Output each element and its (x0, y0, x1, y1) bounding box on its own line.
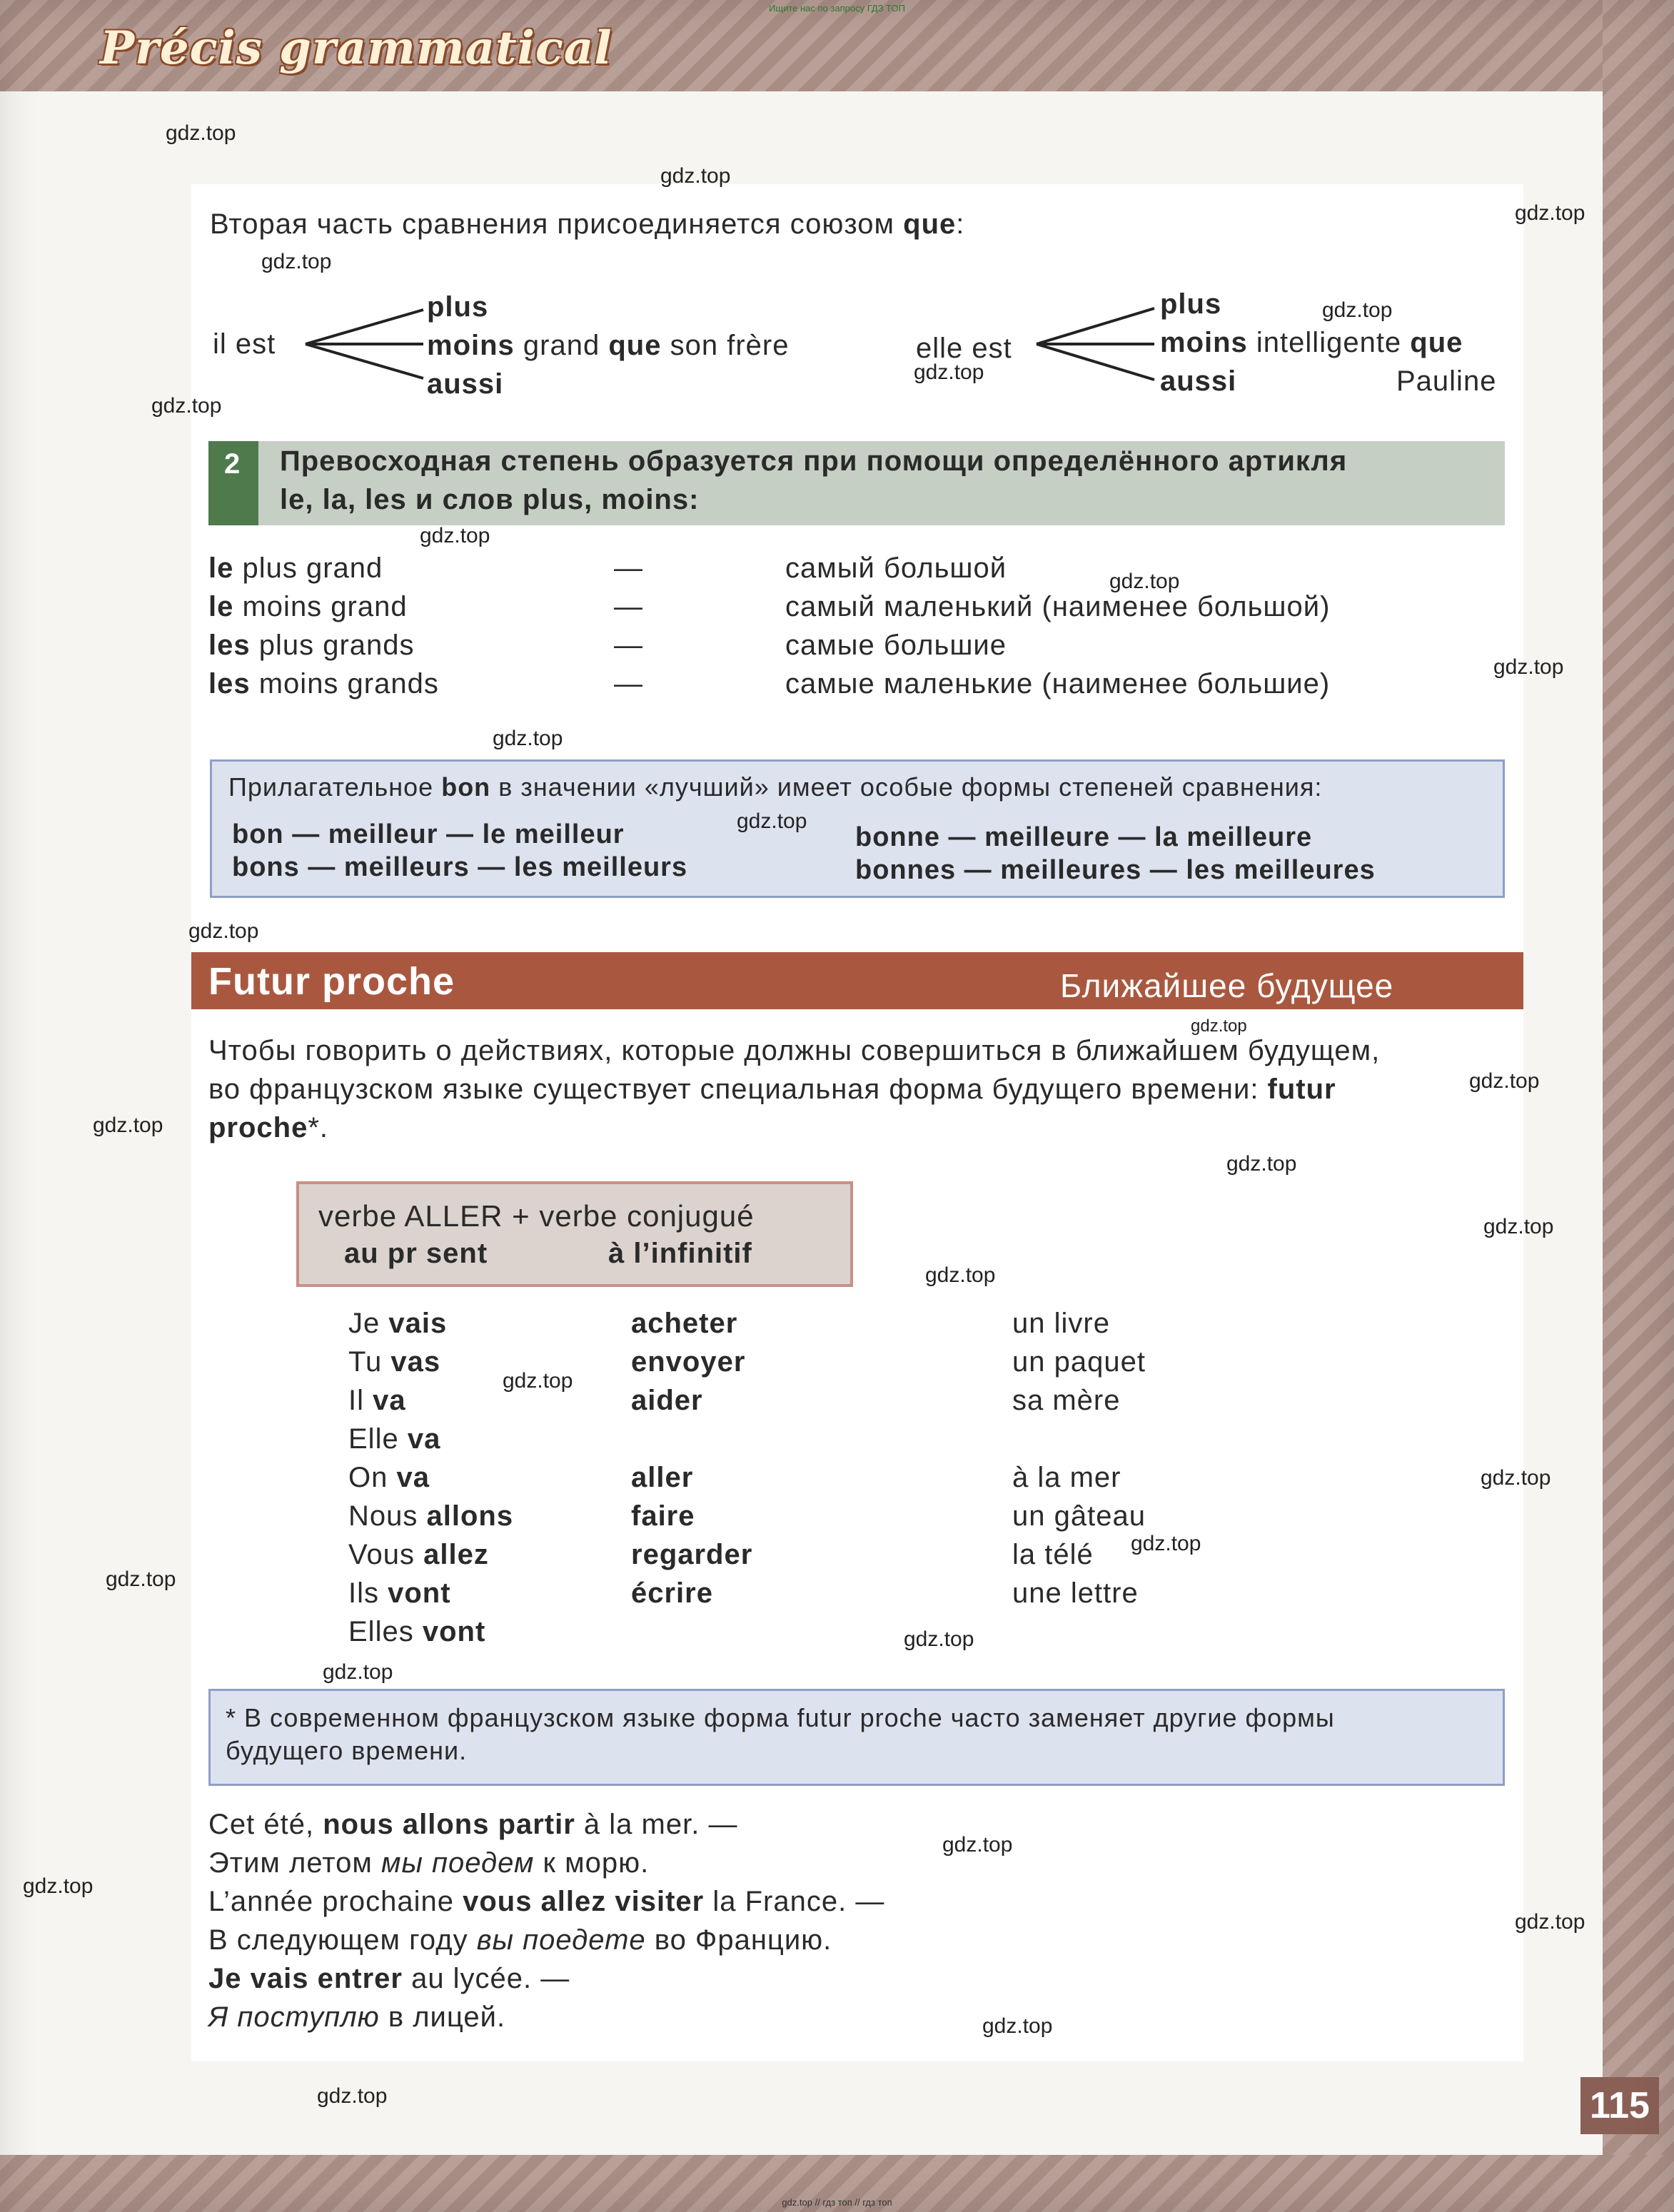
watermark: gdz.top (323, 1660, 393, 1684)
formula-line2-b: à l’infinitif (608, 1238, 752, 1269)
bon-intro (228, 772, 1322, 802)
watermark: gdz.top (904, 1627, 974, 1651)
example-5-b: Je vais entrer (208, 1963, 403, 1994)
watermark: gdz.top (1515, 1910, 1585, 1934)
example-3-a: L’année prochaine (208, 1886, 463, 1917)
watermark: gdz.top (151, 394, 222, 418)
example-line4 (208, 1924, 832, 1956)
example-1-c: à la mer. — (575, 1809, 738, 1840)
row-french: plus grand (242, 552, 383, 584)
comparison-intro (210, 208, 964, 241)
watermark: gdz.top (493, 727, 563, 750)
comparison-left-aussi (427, 368, 503, 400)
example-6-b: Я поступлю (208, 2001, 380, 2033)
watermark: gdz.top (1493, 655, 1564, 679)
example-line5 (208, 1963, 570, 1995)
futur-para-line2-b: futur (1267, 1074, 1336, 1105)
rule-number: 2 (224, 448, 241, 480)
bottom-note: gdz.top // гдз топ // гдз топ (782, 2197, 892, 2208)
conj-object: un gâteau (1012, 1500, 1146, 1532)
example-2-a: Этим летом (208, 1847, 382, 1879)
example-4-b: вы поедете (476, 1924, 646, 1956)
formula-line1: verbe ALLER + verbe conjugué (318, 1199, 755, 1233)
example-1-a: Cet été, (208, 1809, 323, 1840)
example-3-b: vous allez visiter (463, 1886, 705, 1917)
conj-object: sa mère (1012, 1385, 1121, 1416)
conj-infinitive: regarder (631, 1539, 753, 1570)
watermark: gdz.top (503, 1369, 573, 1393)
conj-infinitive: écrire (631, 1577, 713, 1609)
row-article: le (208, 552, 234, 584)
right-adjective: intelligente (1256, 327, 1402, 358)
conj-verb: allons (426, 1500, 514, 1532)
watermark: gdz.top (106, 1567, 176, 1591)
conj-verb: vais (388, 1308, 448, 1339)
row-french: plus grands (258, 630, 415, 661)
conj-pronoun: On (348, 1462, 388, 1493)
conj-object: à la mer (1012, 1462, 1121, 1493)
row-article: le (208, 591, 234, 622)
comparison-right-aussi (1160, 365, 1236, 398)
left-aussi-word: aussi (427, 368, 504, 400)
conj-verb: vont (388, 1577, 451, 1609)
comparison-right-arrows (1037, 305, 1158, 384)
comparison-left-arrows (306, 307, 427, 385)
conj-pronoun: Je (348, 1308, 380, 1339)
row-dash: — (614, 630, 643, 661)
conj-infinitive: acheter (631, 1308, 738, 1339)
example-4-a: В следующем году (208, 1924, 477, 1956)
comparison-right-moins-line (1160, 327, 1463, 359)
conj-object: un livre (1012, 1308, 1110, 1339)
futur-para-line3-a: proche (208, 1112, 308, 1143)
bon-intro-c: в значении «лучший» имеет особые формы степеней сравнения: (490, 772, 1323, 802)
right-plus-word: plus (1160, 288, 1222, 320)
footnote-line2: будущего времени. (226, 1736, 468, 1765)
conj-infinitive: envoyer (631, 1346, 746, 1378)
watermark: gdz.top (982, 2014, 1053, 2038)
right-moins-word: moins (1160, 327, 1248, 358)
page-number: 115 (1580, 2077, 1659, 2134)
row-russian: самый маленький (наименее большой) (785, 591, 1331, 622)
example-5-c: au lycée. — (402, 1963, 570, 1994)
row-article: les (208, 630, 251, 661)
example-2-b: мы поедем (381, 1847, 535, 1879)
conj-infinitive: aller (631, 1462, 694, 1493)
bon-fem-line1: bonne — meilleure — la meilleure (855, 822, 1313, 852)
conj-pronoun: Nous (348, 1500, 418, 1532)
conj-verb: vas (390, 1346, 441, 1378)
conj-pronoun: Il (348, 1385, 364, 1416)
bon-masc-line2: bons — meilleurs — les meilleurs (232, 852, 688, 882)
watermark: gdz.top (166, 121, 236, 145)
conj-verb: va (373, 1385, 406, 1416)
watermark: gdz.top (1226, 1152, 1297, 1176)
row-french: moins grand (242, 591, 408, 622)
left-que: que (608, 330, 662, 361)
comparison-intro-colon: : (956, 208, 965, 240)
formula-line2-a: au pr sent (344, 1238, 488, 1269)
example-6-c: в лицей. (379, 2001, 506, 2033)
row-french: moins grands (258, 668, 439, 700)
futur-para-line3 (208, 1112, 328, 1144)
conj-object: un paquet (1012, 1346, 1146, 1378)
superlative-heading-line2: le, la, les и слов plus, moins: (280, 484, 700, 515)
watermark: gdz.top (1191, 1016, 1247, 1036)
left-adjective: grand (523, 330, 600, 361)
watermark: gdz.top (317, 2084, 388, 2108)
left-plus-word: plus (427, 291, 489, 323)
comparison-left-moins-line (427, 330, 789, 362)
example-line2 (208, 1847, 649, 1879)
watermark: gdz.top (1481, 1466, 1551, 1490)
futur-title-fr: Futur proche (208, 960, 455, 1003)
futur-para-line1: Чтобы говорить о действиях, которые должны совершиться в ближайшем будущем, (208, 1035, 1381, 1066)
comparison-intro-text: Вторая часть сравнения присоединяется союзом (210, 208, 904, 240)
conj-object: la télé (1012, 1539, 1094, 1570)
conj-verb: va (396, 1462, 430, 1493)
top-note: Ищите нас по запросу ГДЗ ТОП (769, 3, 905, 14)
conj-pronoun: Vous (348, 1539, 415, 1570)
watermark: gdz.top (420, 524, 490, 547)
futur-para-line2-a: во французском языке существует специальная форма будущего времени: (208, 1074, 1268, 1105)
row-dash: — (614, 552, 643, 584)
example-1-b: nous allons partir (323, 1809, 575, 1840)
watermark: gdz.top (1515, 201, 1585, 225)
comparison-left-subject: il est (213, 328, 276, 360)
conj-pronoun: Ils (348, 1577, 379, 1609)
right-aussi-word: aussi (1160, 365, 1237, 397)
futur-para-line3-b: *. (308, 1112, 329, 1143)
conj-infinitive: faire (631, 1500, 695, 1532)
conj-verb: va (407, 1423, 441, 1455)
left-moins-word: moins (427, 330, 515, 361)
conj-verb: allez (423, 1539, 489, 1570)
conj-pronoun: Tu (348, 1346, 383, 1378)
watermark: gdz.top (93, 1113, 163, 1137)
left-tail: son frère (670, 330, 790, 361)
conj-object: une lettre (1012, 1577, 1139, 1609)
futur-title-ru: Ближайшее будущее (1060, 967, 1394, 1004)
superlative-heading-line1: Превосходная степень образуется при помощи определённого артикля (280, 445, 1348, 477)
watermark: gdz.top (1483, 1215, 1554, 1238)
conj-pronoun: Elle (348, 1423, 399, 1455)
row-russian: самый большой (785, 552, 1007, 584)
row-article: les (208, 668, 251, 700)
bon-intro-a: Прилагательное (228, 772, 442, 802)
watermark: gdz.top (1109, 570, 1180, 593)
example-line3 (208, 1886, 884, 1918)
bon-masc-line1: bon — meilleur — le meilleur (232, 819, 625, 849)
watermark: gdz.top (914, 360, 984, 384)
formula-box (296, 1181, 853, 1287)
row-russian: самые маленькие (наименее большие) (785, 668, 1331, 700)
watermark: gdz.top (942, 1833, 1013, 1857)
watermark: gdz.top (261, 250, 332, 273)
row-dash: — (614, 591, 643, 622)
comparison-right-plus (1160, 288, 1221, 320)
watermark: gdz.top (1469, 1069, 1540, 1093)
comparison-left-plus (427, 291, 488, 323)
conj-pronoun: Elles (348, 1616, 414, 1647)
example-line1 (208, 1809, 737, 1841)
bon-intro-word: bon (441, 772, 491, 802)
footnote-line1: * В современном французском языке форма futur proche часто заменяет другие формы (226, 1703, 1335, 1732)
watermark: gdz.top (737, 809, 807, 833)
watermark: gdz.top (23, 1874, 94, 1898)
right-que: que (1410, 327, 1463, 358)
comparison-right-subject: elle est (916, 333, 1012, 364)
row-russian: самые большие (785, 630, 1007, 661)
watermark: gdz.top (188, 919, 259, 943)
comparison-intro-que: que (903, 208, 957, 240)
row-dash: — (614, 668, 643, 700)
conj-infinitive: aider (631, 1385, 703, 1416)
watermark: gdz.top (1131, 1532, 1201, 1555)
example-3-c: la France. — (704, 1886, 885, 1917)
rule-number-badge (208, 441, 258, 525)
conj-verb: vont (422, 1616, 486, 1647)
section-title: Précis grammatical (100, 21, 612, 75)
watermark: gdz.top (1322, 298, 1393, 322)
comparison-right-tail: Pauline (1396, 365, 1497, 397)
watermark: gdz.top (925, 1263, 996, 1287)
right-stripes (1603, 0, 1674, 2212)
example-line6 (208, 2001, 505, 2034)
watermark: gdz.top (660, 164, 731, 188)
example-2-c: к морю. (534, 1847, 650, 1879)
bon-fem-line2: bonnes — meilleures — les meilleures (855, 855, 1376, 885)
example-4-c: во Францию. (645, 1924, 832, 1956)
futur-para-line2 (208, 1074, 1336, 1106)
